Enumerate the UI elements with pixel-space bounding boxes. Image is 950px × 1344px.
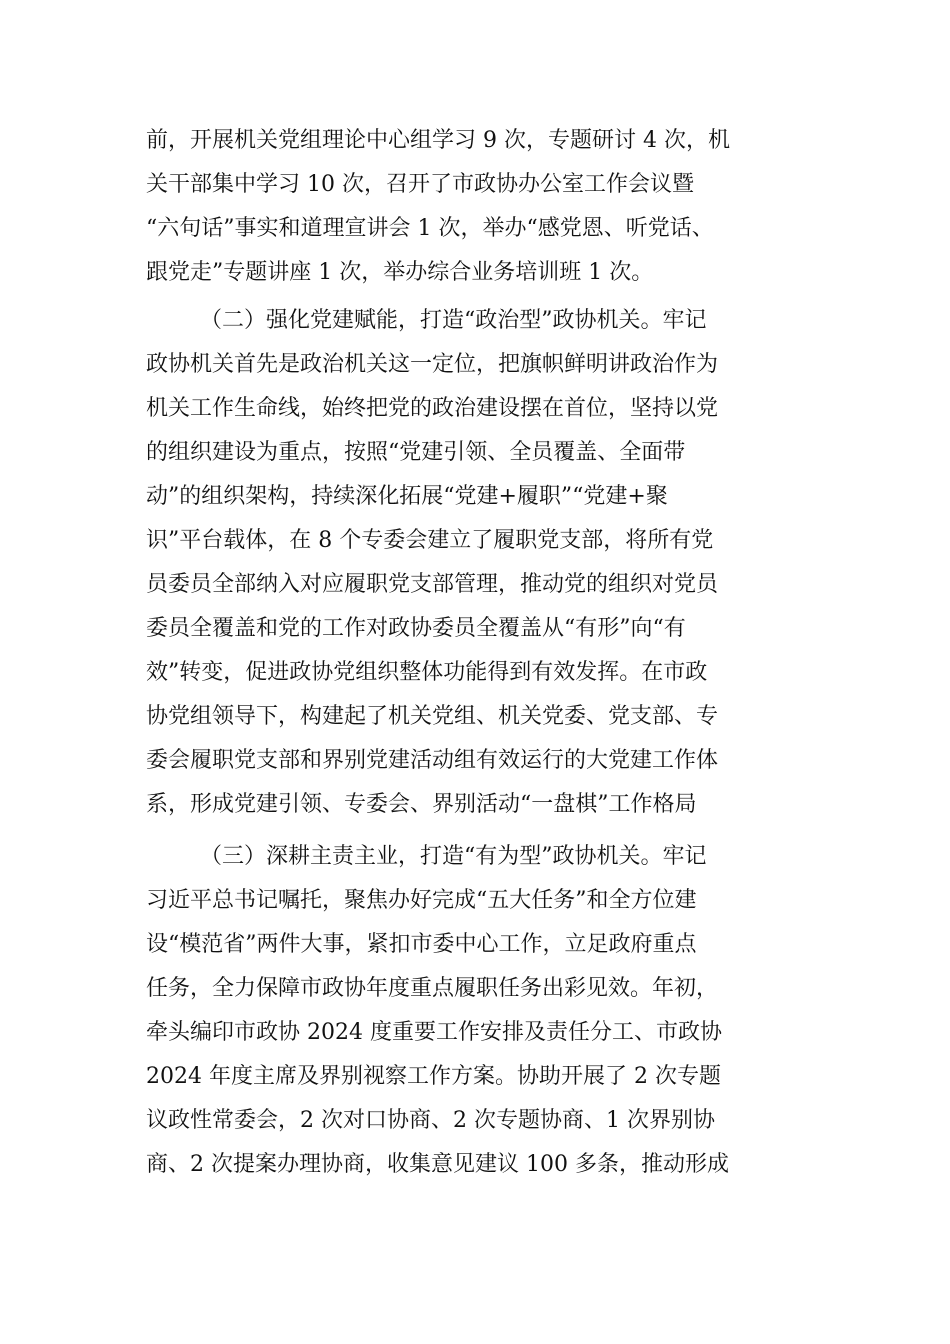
text-line: 2024 年度主席及界别视察工作方案。协助开展了 2 次专题 [146,1064,721,1089]
section-heading-line: （三）深耕主责主业，打造“有为型”政协机关。牢记 [200,844,707,869]
text-line: 牵头编印市政协 2024 度重要工作安排及责任分工、市政协 [146,1020,722,1045]
text-line: 习近平总书记嘱托，聚焦办好完成“五大任务”和全方位建 [146,888,697,913]
text-line: 协党组领导下，构建起了机关党组、机关党委、党支部、专 [146,704,719,729]
text-line: 前，开展机关党组理论中心组学习 9 次，专题研讨 4 次，机 [146,128,730,153]
text-line: 委会履职党支部和界别党建活动组有效运行的大党建工作体 [146,748,719,773]
text-line: 关干部集中学习 10 次，召开了市政协办公室工作会议暨 [146,172,694,197]
text-line: 的组织建设为重点，按照“党建引领、全员覆盖、全面带 [146,440,686,465]
text-line: 议政性常委会，2 次对口协商、2 次专题协商、1 次界别协 [146,1108,715,1133]
text-line: 委员全覆盖和党的工作对政协委员全覆盖从“有形”向“有 [146,616,686,641]
section-heading-line: （二）强化党建赋能，打造“政治型”政协机关。牢记 [200,308,707,333]
text-line: 机关工作生命线，始终把党的政治建设摆在首位，坚持以党 [146,396,719,421]
text-line: 跟党走”专题讲座 1 次，举办综合业务培训班 1 次。 [146,260,654,285]
text-line: 员委员全部纳入对应履职党支部管理，推动党的组织对党员 [146,572,719,597]
text-line: 任务，全力保障市政协年度重点履职任务出彩见效。年初， [146,976,719,1001]
text-line: 系，形成党建引领、专委会、界别活动“一盘棋”工作格局 [146,792,697,817]
text-line: 设“模范省”两件大事，紧扣市委中心工作，立足政府重点 [146,932,697,957]
text-line: 识”平台载体，在 8 个专委会建立了履职党支部，将所有党 [146,528,714,553]
text-line: 效”转变，促进政协党组织整体功能得到有效发挥。在市政 [146,660,708,685]
text-line: “六句话”事实和道理宣讲会 1 次，举办“感党恩、听党话、 [146,216,714,241]
text-line: 商、2 次提案办理协商，收集意见建议 100 多条，推动形成 [146,1152,729,1177]
text-line: 政协机关首先是政治机关这一定位，把旗帜鲜明讲政治作为 [146,352,719,377]
text-line: 动”的组织架构，持续深化拓展“党建+履职”“党建+聚 [146,484,668,509]
